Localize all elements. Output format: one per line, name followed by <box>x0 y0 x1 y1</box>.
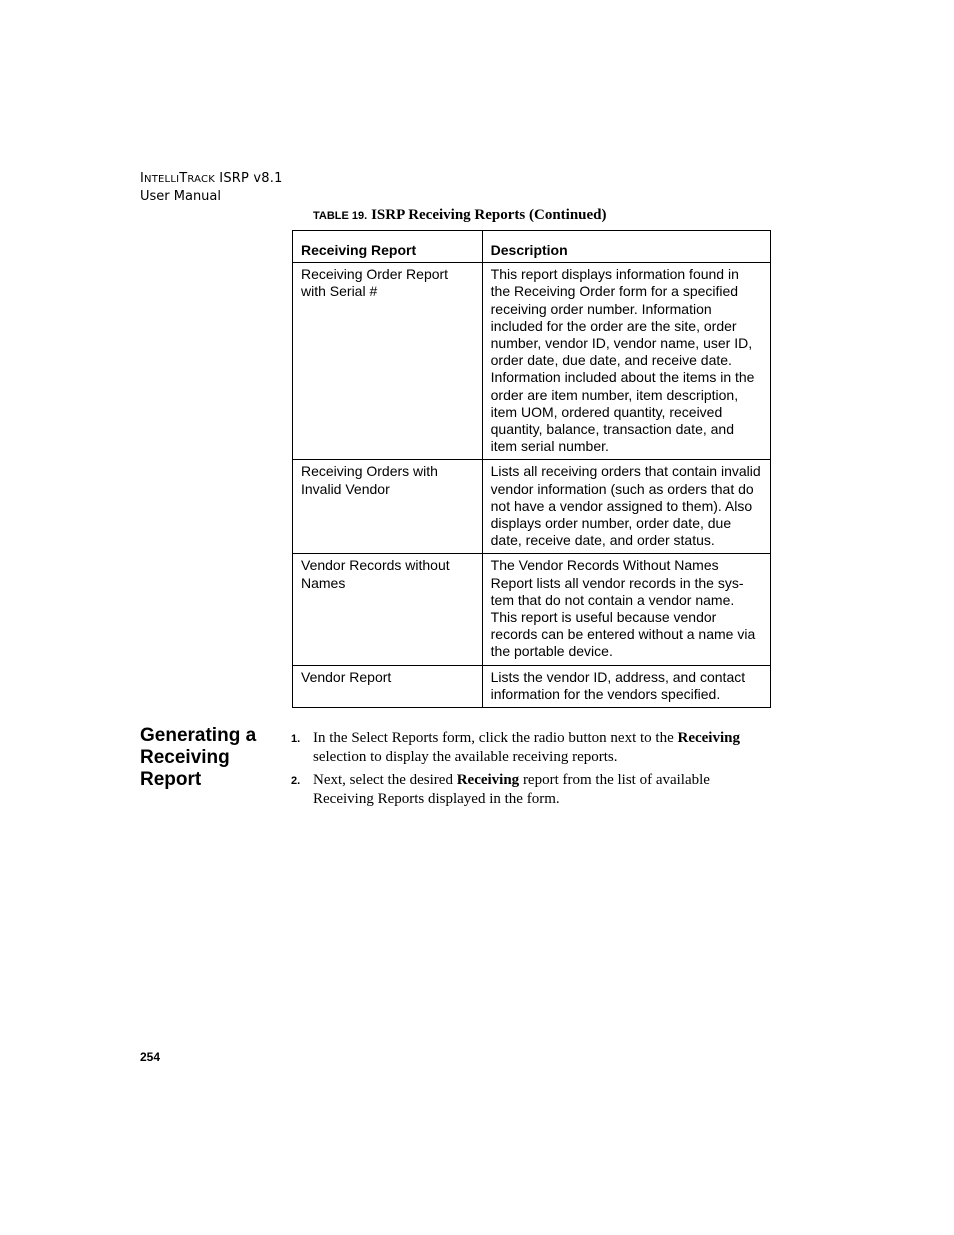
report-description-cell: Lists all receiving orders that contain invalid vendor information (such as orders that do not have a vendor assigned to them). Also displays order number, order date, due date, receive date, and order status. <box>482 460 770 554</box>
step-number: 1. <box>291 733 301 745</box>
column-header-description: Description <box>482 231 770 263</box>
procedure-steps <box>291 729 761 813</box>
report-name-cell: Receiving Order Report with Serial # <box>293 263 483 460</box>
table-row <box>293 554 771 665</box>
table-caption <box>313 206 607 224</box>
ui-term: Receiving <box>677 730 740 746</box>
receiving-reports-table <box>292 230 771 708</box>
running-header <box>140 170 283 206</box>
table-caption-title: ISRP Receiving Reports (Continued) <box>371 207 607 223</box>
table-row <box>293 263 771 460</box>
report-name-cell: Receiving Orders with Invalid Vendor <box>293 460 483 554</box>
section-heading: Generating a Receiving Report <box>140 725 257 790</box>
product-name: INTELLITRACK ISRP v8.1 <box>140 171 283 186</box>
report-name-cell: Vendor Records without Names <box>293 554 483 665</box>
report-description-cell: Lists the vendor ID, address, and contact information for the vendors specified. <box>482 665 770 707</box>
table-row <box>293 665 771 707</box>
document-subtitle: User Manual <box>140 189 222 204</box>
report-description-cell: This report displays information found in the Receiving Order form for a specified receiving order number. Information included for the order are the site, order number, vendor ID, vendor name, user ID, order date, due date, and receive date. Information included about the items in the order are item number, item description, item UOM, ordered quantity, received quantity, balance, transaction date, and item serial number. <box>482 263 770 460</box>
report-name-cell: Vendor Report <box>293 665 483 707</box>
column-header-receiving-report: Receiving Report <box>293 231 483 263</box>
report-description-cell: The Vendor Records Without Names Report lists all vendor records in the sys-tem that do not contain a vendor name. This report is useful because vendor records can be entered without a name via the portable device. <box>482 554 770 665</box>
table-header-row <box>293 231 771 263</box>
page-number: 254 <box>140 1050 161 1064</box>
table-caption-label: TABLE 19. <box>313 210 368 222</box>
ui-term: Receiving <box>456 772 520 788</box>
step-text: Next, select the desired Receiving report from the list of available Receiving Reports displayed in the form. <box>313 772 710 807</box>
step-item <box>291 771 761 809</box>
step-item <box>291 729 761 767</box>
step-text: In the Select Reports form, click the radio button next to the Receiving selection to display the available receiving reports. <box>313 730 740 765</box>
step-number: 2. <box>291 775 301 787</box>
table-row <box>293 460 771 554</box>
